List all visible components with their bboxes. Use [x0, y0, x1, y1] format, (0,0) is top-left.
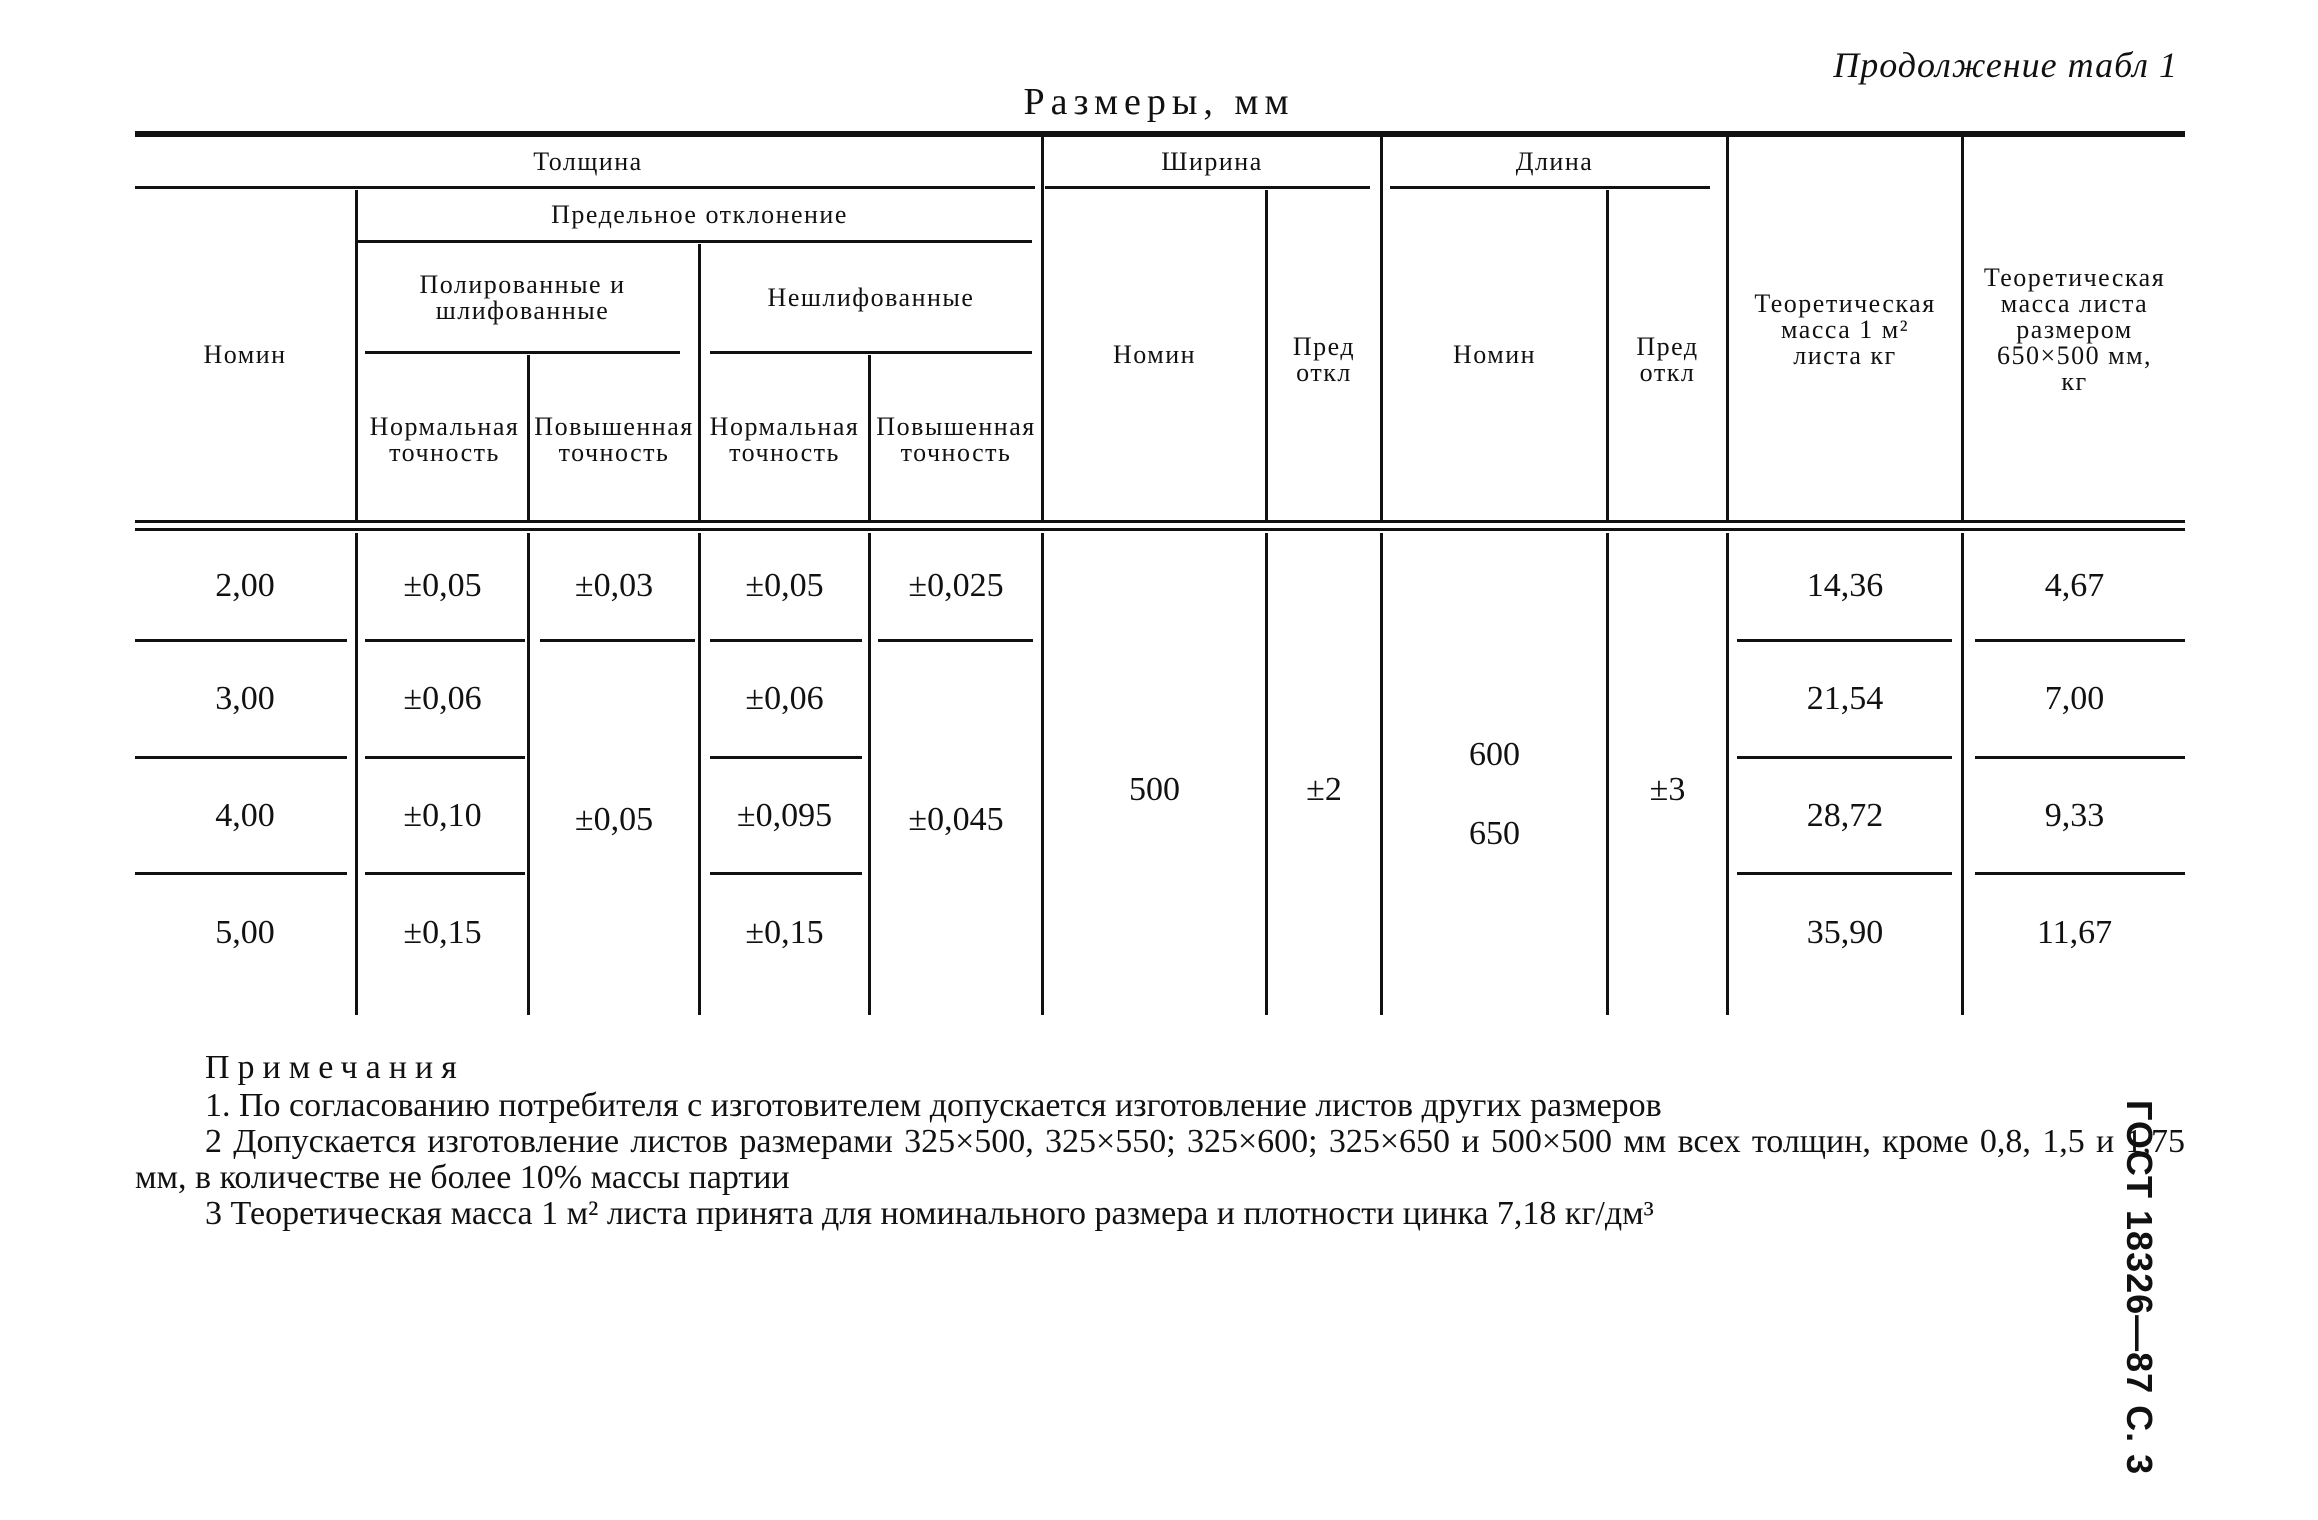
header-unpolished: Нешлифованные — [767, 282, 975, 312]
cell-length-nominal-1: 600 — [1469, 736, 1520, 773]
header-bottom-rule — [135, 520, 2185, 523]
header-nominal-thickness: Номин — [203, 340, 287, 369]
row-rule — [878, 639, 1033, 642]
continuation-label: Продолжение табл 1 — [1833, 45, 2178, 85]
header-thickness: Толщина — [533, 146, 643, 176]
cell-unp-normal: ±0,095 — [736, 796, 833, 834]
cell-unp-normal: ±0,15 — [745, 913, 824, 951]
note-item: 2 Допускается изготовление листов размерами 325×500, 325×550; 325×600; 325×650 и 500×500 мм всех толщин, кроме 0,8, 1,5 и 1,75 мм, в количестве не более 10% массы партии — [135, 1123, 2185, 1196]
cell-mass-sheet: 11,67 — [2036, 913, 2113, 951]
rule — [1390, 186, 1710, 189]
cell-mass-sheet: 9,33 — [2044, 796, 2105, 834]
header-width: Ширина — [1161, 146, 1263, 176]
cell-pol-increased: ±0,03 — [574, 567, 654, 604]
cell-unp-increased-merged: ±0,045 — [908, 801, 1004, 838]
cell-mass-m2: 35,90 — [1806, 913, 1884, 951]
header-polished: Полированные и шлифованные — [419, 269, 626, 325]
header-limit-deviation: Предельное отклонение — [551, 200, 848, 229]
cell-mass-sheet: 4,67 — [2044, 567, 2105, 604]
standard-page-label: ГОСТ 18326—87 С. 3 — [2119, 1100, 2160, 1476]
header-length-dev: Пред откл — [1636, 332, 1699, 387]
notes-title: Примечания — [205, 1049, 465, 1086]
rule — [365, 351, 680, 354]
note-item: 3 Теоретическая масса 1 м² листа принята для номинального размера и плотности цинка 7,18 кг/дм³ — [205, 1195, 1654, 1232]
cell-pol-normal: ±0,10 — [403, 796, 482, 834]
cell-mass-m2: 21,54 — [1806, 680, 1884, 717]
cell-unp-normal: ±0,05 — [745, 567, 824, 604]
cell-pol-normal: ±0,06 — [403, 680, 482, 717]
header-unp-normal: Нормальная точность — [709, 412, 860, 467]
header-pol-increased: Повышенная точность — [534, 412, 694, 467]
rule — [135, 186, 1035, 189]
header-length-nominal: Номин — [1452, 340, 1537, 369]
cell-length-nominal-2: 650 — [1469, 815, 1520, 852]
cell-nominal: 2,00 — [215, 567, 275, 604]
cell-pol-increased-merged: ±0,05 — [574, 801, 654, 838]
cell-pol-normal: ±0,15 — [403, 913, 482, 951]
cell-unp-normal: ±0,06 — [745, 680, 824, 717]
rule — [710, 351, 1032, 354]
notes — [135, 1050, 2185, 1232]
header-bottom-rule — [135, 528, 2185, 531]
cell-nominal: 3,00 — [215, 680, 275, 717]
header-pol-normal: Нормальная точность — [369, 412, 520, 467]
rule — [1045, 186, 1370, 189]
cell-pol-normal: ±0,05 — [403, 567, 482, 604]
cell-length-dev: ±3 — [1649, 771, 1686, 808]
note-item: 1. По согласованию потребителя с изготовителем допускается изготовление листов других размеров — [205, 1087, 1662, 1124]
cell-mass-sheet: 7,00 — [2044, 680, 2105, 717]
header-mass-m2: Теоретическая масса 1 м² листа кг — [1754, 289, 1936, 370]
header-width-dev: Пред откл — [1292, 332, 1356, 387]
header-width-nominal: Номин — [1112, 340, 1197, 369]
cell-nominal: 4,00 — [215, 796, 275, 834]
row-rule — [540, 639, 695, 642]
cell-mass-m2: 14,36 — [1806, 567, 1884, 604]
header-length: Длина — [1515, 146, 1594, 176]
header-unp-increased: Повышенная точность — [876, 412, 1036, 467]
cell-unp-increased: ±0,025 — [908, 567, 1004, 604]
table-caption: Размеры, мм — [1023, 81, 1295, 123]
cell-width-dev: ±2 — [1306, 771, 1342, 808]
cell-width-nominal: 500 — [1129, 771, 1180, 808]
cell-mass-m2: 28,72 — [1806, 796, 1884, 834]
cell-nominal: 5,00 — [215, 913, 275, 951]
header-mass-sheet: Теоретическая масса листа размером 650×500 мм, кг — [1983, 263, 2166, 396]
rule — [357, 240, 1032, 243]
